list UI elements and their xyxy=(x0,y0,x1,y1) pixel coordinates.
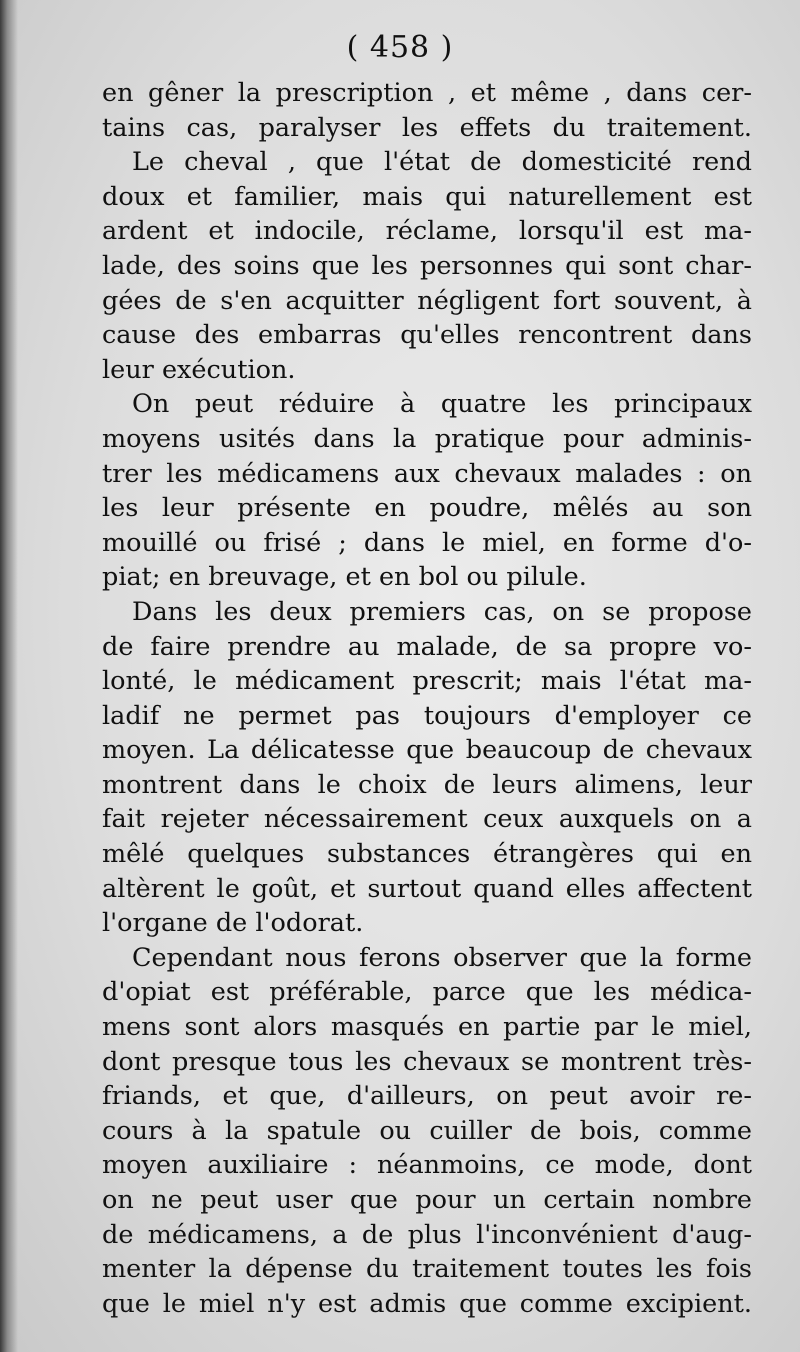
text-line: piat; en breuvage, et en bol ou pilule. xyxy=(102,562,587,593)
text-line: On peut réduire à quatre les principaux xyxy=(132,389,752,420)
text-line: cause des embarras qu'elles rencontrent dans xyxy=(102,320,752,351)
text-line: doux et familier, mais qui naturellement est xyxy=(102,181,752,212)
text-line: friands, et que, d'ailleurs, on peut avoir re- xyxy=(102,1081,752,1112)
text-line: dont presque tous les chevaux se montrent très- xyxy=(102,1046,752,1077)
text-line: lonté, le médicament prescrit; mais l'état ma- xyxy=(102,666,752,697)
text-line: d'opiat est préférable, parce que les médica- xyxy=(102,977,752,1008)
page-body xyxy=(102,76,752,1321)
page-number: ( 458 ) xyxy=(346,30,454,65)
text-line: que le miel n'y est admis que comme excipient. xyxy=(102,1288,752,1319)
text-line: Le cheval , que l'état de domesticité rend xyxy=(132,147,752,178)
text-line: l'organe de l'odorat. xyxy=(102,908,364,939)
text-line: leur exécution. xyxy=(102,354,296,385)
text-line: en gêner la prescription , et même , dans cer- xyxy=(102,78,752,108)
text-line: mouillé ou frisé ; dans le miel, en forme d'o- xyxy=(102,527,752,558)
text-line: de faire prendre au malade, de sa propre vo- xyxy=(102,631,752,662)
text-line: moyen auxiliaire : néanmoins, ce mode, dont xyxy=(102,1150,752,1181)
text-line: gées de s'en acquitter négligent fort souvent, à xyxy=(102,285,752,316)
text-line: ardent et indocile, réclame, lorsqu'il est ma- xyxy=(102,216,752,247)
text-line: mens sont alors masqués en partie par le miel, xyxy=(102,1012,752,1043)
text-line: moyens usités dans la pratique pour adminis- xyxy=(102,423,752,454)
text-line: fait rejeter nécessairement ceux auxquels on a xyxy=(102,804,752,835)
text-line: tains cas, paralyser les effets du traitement. xyxy=(102,112,752,143)
text-line: altèrent le goût, et surtout quand elles affectent xyxy=(102,873,752,904)
text-line: de médicamens, a de plus l'inconvénient d'aug- xyxy=(102,1219,752,1250)
text-line: Dans les deux premiers cas, on se propose xyxy=(132,596,752,627)
text-line: lade, des soins que les personnes qui sont char- xyxy=(102,250,752,281)
text-line: Cependant nous ferons observer que la forme xyxy=(132,942,752,973)
text-line: on ne peut user que pour un certain nombre xyxy=(102,1185,752,1215)
text-line: menter la dépense du traitement toutes les fois xyxy=(102,1254,752,1285)
text-line: mêlé quelques substances étrangères qui en xyxy=(102,839,752,870)
text-line: moyen. La délicatesse que beaucoup de chevaux xyxy=(102,735,752,766)
text-line: montrent dans le choix de leurs alimens, leur xyxy=(102,769,752,800)
text-line: trer les médicamens aux chevaux malades : on xyxy=(102,458,752,489)
text-line: cours à la spatule ou cuiller de bois, comme xyxy=(102,1115,752,1146)
text-line: ladif ne permet pas toujours d'employer ce xyxy=(102,700,752,731)
text-line: les leur présente en poudre, mêlés au son xyxy=(102,493,752,524)
